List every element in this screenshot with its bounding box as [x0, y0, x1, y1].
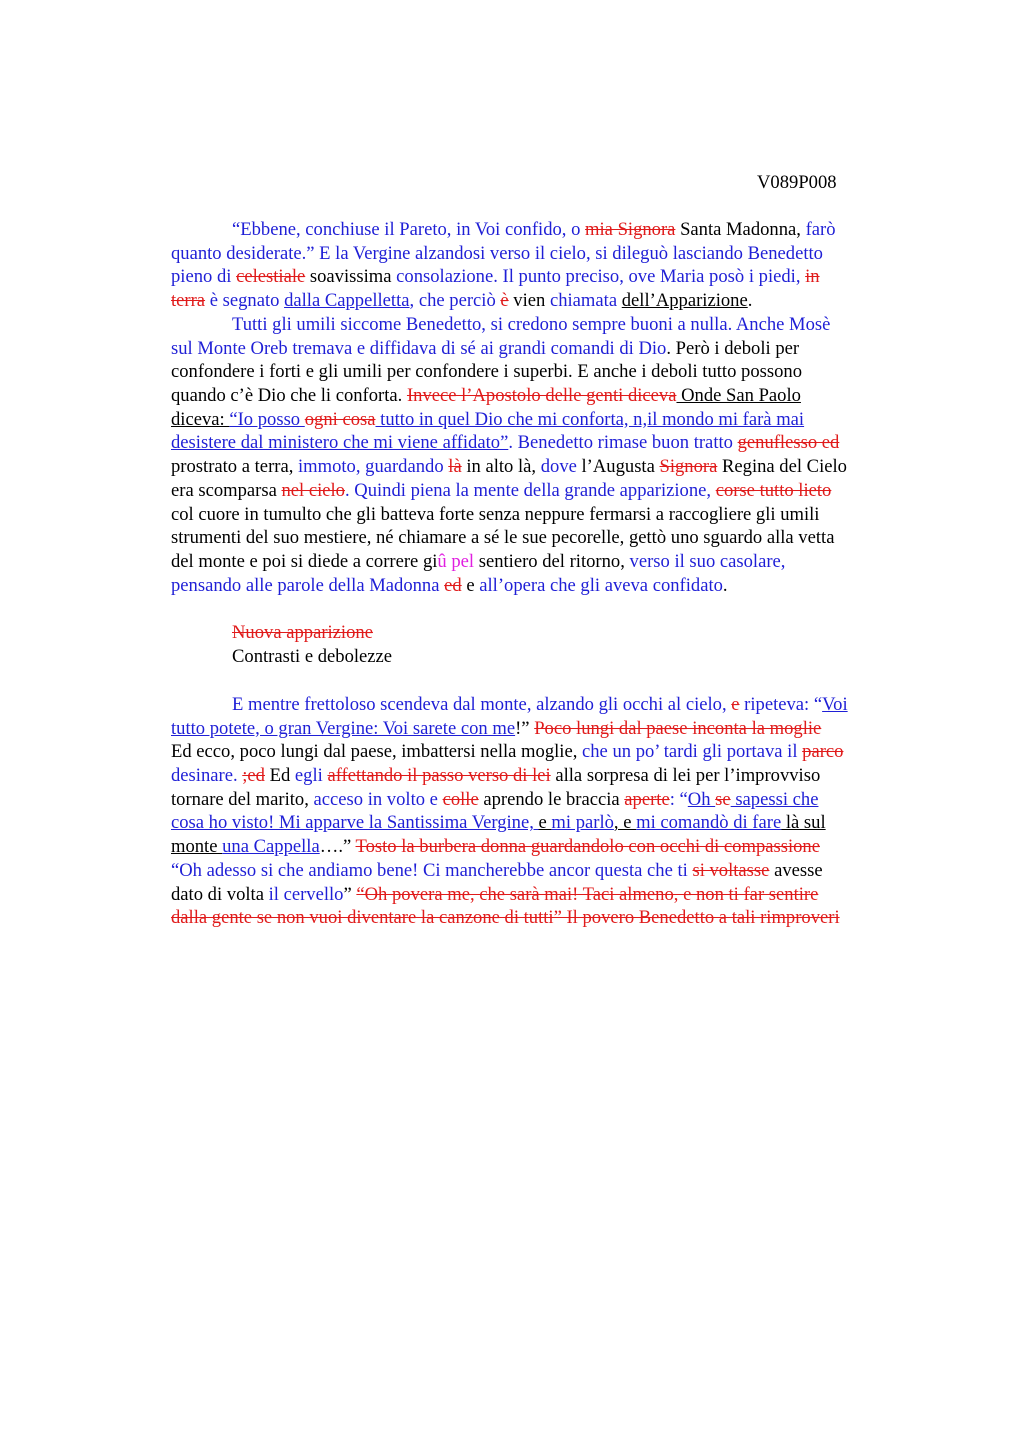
heading-line: [171, 645, 931, 669]
revised-text: dove: [540, 456, 582, 478]
original-text: monte: [171, 836, 223, 858]
original-text: .: [747, 290, 753, 312]
text-line: [171, 788, 931, 812]
deleted-text: Signora: [659, 456, 718, 478]
original-text: era scomparsa: [171, 479, 282, 501]
revised-text: tutto in quel Dio che mi conforta, n,il mondo mi farà mai: [375, 408, 805, 430]
revised-text: Voi: [822, 694, 848, 715]
deleted-text: ;ed: [242, 765, 265, 787]
section-headings: [171, 621, 931, 668]
paragraph-1: [171, 218, 931, 313]
deleted-text: parco: [802, 741, 844, 763]
text-line: [171, 218, 931, 242]
original-text: col cuore in tumulto che gli batteva forte senza neppure fermarsi a raccogliere gli umili: [171, 503, 820, 525]
revised-text: immoto, guardando: [298, 456, 449, 478]
original-text: Ed: [264, 765, 295, 787]
original-text: dell’Apparizione: [621, 290, 748, 312]
original-text: e: [461, 574, 480, 596]
deleted-text: genuflesso ed: [737, 432, 840, 454]
original-text: tornare del marito,: [171, 788, 314, 810]
revised-text: tutto potete, o gran Vergine: Voi sarete con me: [171, 717, 516, 739]
deleted-text: Tosto la burbera donna guardandolo con occhi di compassione: [355, 836, 820, 858]
deleted-text: corse tutto lieto: [715, 479, 832, 501]
text-line: [171, 835, 931, 859]
original-text: sentiero del ritorno,: [474, 550, 630, 572]
original-text: in alto là,: [461, 456, 541, 478]
revised-text: egli: [294, 765, 328, 787]
revised-text: quanto desiderate.” E la Vergine alzandosi verso il cielo, si dileguò lasciando Benedetto: [171, 242, 823, 264]
text-line: [171, 360, 931, 384]
original-text: Contrasti e debolezze: [232, 645, 393, 667]
text-line: [171, 431, 931, 455]
revised-text: che un po’ tardi gli portava il: [582, 741, 803, 763]
revised-text: una Cappella: [222, 836, 320, 858]
text-line: [171, 479, 931, 503]
revised-text: pensando alle parole della Madonna: [171, 574, 445, 596]
original-text: confondere i forti e gli umili per confondere i superbi. E anche i deboli tutto possono: [171, 361, 802, 383]
text-line: [171, 384, 931, 408]
deleted-text: aperte: [624, 788, 670, 810]
revised-text: desinare.: [171, 765, 243, 787]
original-text: prostrato a terra,: [171, 456, 298, 478]
deleted-text: celestiale: [236, 266, 306, 288]
deleted-text: ogni cosa: [304, 408, 376, 430]
text-line: [171, 455, 931, 479]
original-text: Regina del Cielo: [717, 456, 847, 478]
deleted-text: affettando il passo verso di lei: [327, 765, 551, 787]
original-text: ”: [343, 883, 357, 905]
revised-text: chiamata: [549, 290, 622, 312]
deleted-text: è: [500, 290, 509, 312]
original-text: ….”: [319, 836, 356, 858]
revised-text: Tutti gli umili siccome Benedetto, si credono sempre buoni a nulla. Anche Mosè: [232, 314, 831, 335]
original-text: del monte e poi si diede a correre gi: [171, 550, 438, 572]
text-line: [171, 859, 931, 883]
deleted-text: Poco lungi dal paese inconta la moglie: [534, 717, 822, 739]
revised-text: il cervello: [268, 883, 344, 905]
original-text: Onde San Paolo: [676, 385, 801, 407]
original-text: l’Augusta: [581, 456, 660, 478]
revised-text: “Ebbene, conchiuse il Pareto, in Voi confido, o: [232, 219, 586, 240]
deleted-text: si voltasse: [692, 859, 770, 881]
original-text: !”: [515, 717, 535, 739]
text-line: [171, 313, 931, 337]
page-identifier: V089P008: [757, 172, 837, 193]
revised-text: : “: [669, 788, 688, 810]
revised-text: all’opera che gli aveva confidato: [479, 574, 723, 596]
original-text: Santa Madonna,: [675, 219, 806, 240]
deleted-text: mia Signora: [585, 219, 676, 240]
deleted-text: Invece l’Apostolo delle genti diceva: [406, 385, 677, 407]
revised-text: farò: [805, 219, 836, 240]
text-line: [171, 289, 931, 313]
inserted-text: û pel: [437, 550, 475, 572]
original-text: Ed ecco, poco lungi dal paese, imbattersi nella moglie,: [171, 741, 582, 763]
deleted-text: se: [715, 788, 731, 810]
deleted-text: terra: [171, 290, 206, 312]
revised-text: “Io posso: [229, 408, 305, 430]
revised-text: . Benedetto rimase buon tratto: [508, 432, 738, 454]
revised-text: “Oh adesso si che andiamo bene! Ci mancherebbe ancor questa che ti: [171, 859, 693, 881]
original-text: avesse: [769, 859, 823, 881]
heading-line: [171, 621, 931, 645]
text-line: [171, 503, 931, 527]
original-text: quando c’è Dio che li conforta.: [171, 385, 407, 407]
text-line: [171, 883, 931, 907]
text-line: [171, 337, 931, 361]
revised-text: cosa ho visto! Mi apparve la Santissima Vergine,: [171, 812, 539, 834]
revised-text: è segnato: [205, 290, 285, 312]
original-text: diceva:: [171, 408, 230, 430]
revised-text: acceso in volto e: [313, 788, 443, 810]
text-line: [171, 574, 931, 598]
revised-text: pieno di: [171, 266, 237, 288]
revised-text: sapessi che: [730, 788, 819, 810]
text-line: [171, 526, 931, 550]
revised-text: mi comandò di fare: [636, 812, 782, 834]
revised-text: verso il suo casolare,: [629, 550, 786, 572]
deleted-text: in: [805, 266, 820, 288]
revised-text: consolazione. Il punto preciso, ove Maria posò i piedi,: [396, 266, 806, 288]
deleted-text: Nuova apparizione: [232, 622, 373, 643]
original-text: alla sorpresa di lei per l’improvviso: [550, 765, 821, 787]
revised-text: dalla Cappelletta: [284, 290, 410, 312]
paragraph-2: [171, 313, 931, 597]
original-text: soavissima: [305, 266, 397, 288]
revised-text: sul Monte Oreb tremava e diffidava di sé ai grandi comandi di Dio: [171, 337, 667, 359]
text-line: [171, 740, 931, 764]
deleted-text: e: [731, 694, 740, 715]
text-line: [171, 764, 931, 788]
revised-text: , che perciò: [409, 290, 501, 312]
text-line: [171, 550, 931, 574]
deleted-text: là: [448, 456, 462, 478]
original-text: .: [722, 574, 728, 596]
original-text: là sul: [781, 812, 826, 834]
original-text: . Però i deboli per: [666, 337, 800, 359]
text-line: [171, 408, 931, 432]
deleted-text: nel cielo: [281, 479, 345, 501]
revised-text: ripeteva: “: [739, 694, 823, 715]
original-text: vien: [508, 290, 550, 312]
original-text: , e: [613, 812, 637, 834]
paragraph-3: [171, 693, 931, 930]
revised-text: Oh: [687, 788, 716, 810]
original-text: e: [538, 812, 552, 834]
text-line: [171, 811, 931, 835]
text-line: [171, 242, 931, 266]
revised-text: E mentre frettoloso scendeva dal monte, alzando gli occhi al cielo,: [232, 694, 732, 715]
revised-text: desistere dal ministero che mi viene affidato”: [171, 432, 509, 454]
original-text: aprendo le braccia: [478, 788, 625, 810]
deleted-text: dalla gente se non vuoi diventare la canzone di tutti” Il povero Benedetto a tali rimproveri: [171, 907, 840, 929]
original-text: dato di volta: [171, 883, 269, 905]
text-line: [171, 717, 931, 741]
text-line: [171, 906, 931, 930]
deleted-text: ed: [444, 574, 462, 596]
text-line: [171, 693, 931, 717]
original-text: strumenti del suo mestiere, né chiamare a sé le sue pecorelle, gettò uno sguardo alla vetta: [171, 527, 835, 549]
revised-text: . Quindi piena la mente della grande apparizione,: [344, 479, 716, 501]
revised-text: mi parlò: [551, 812, 614, 834]
deleted-text: colle: [442, 788, 479, 810]
deleted-text: “Oh povera me, che sarà mai! Taci almeno, e non ti far sentire: [356, 883, 819, 905]
text-line: [171, 265, 931, 289]
